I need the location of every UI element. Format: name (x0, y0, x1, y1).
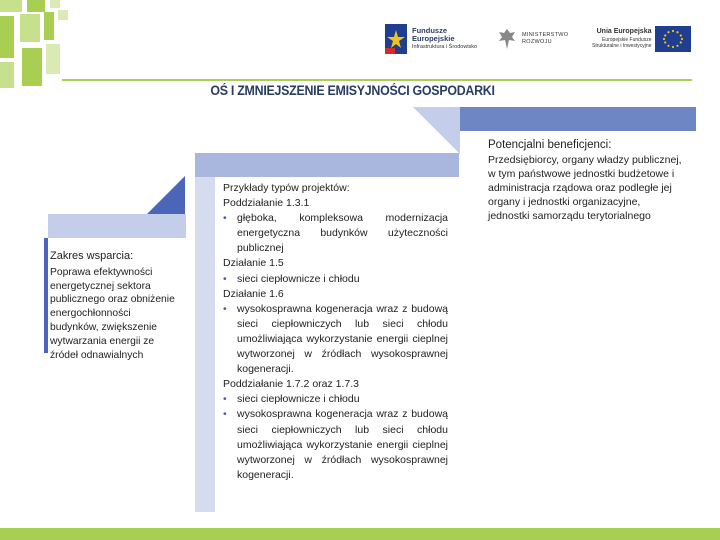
unia-europejska-logo (592, 22, 691, 56)
left-box-heading: Zakres wsparcia: (50, 250, 134, 262)
fe-star-icon (385, 24, 407, 54)
bullet-text: głęboka, kompleksowa modernizacja energetyczna budynków użyteczności publicznej (237, 212, 448, 255)
project-bullet (223, 407, 448, 482)
right-box-body: Przedsiębiorcy, organy władzy publicznej, w tym państwowe jednostki budżetowe i administracja rządowa oraz podległe jej organy i jednostki organizacyjne, jednostki samorządu terytorialnego (488, 154, 682, 222)
bullet-text: sieci ciepłownicze i chłodu (237, 272, 360, 285)
step-corner-3 (413, 107, 460, 154)
eagle-emblem-icon (497, 27, 517, 51)
project-bullet (223, 272, 448, 287)
section-title: Działanie 1.6 (223, 287, 284, 300)
bullet-text: sieci ciepłownicze i chłodu (237, 393, 360, 406)
footer-bar (0, 528, 720, 540)
page-title: OŚ I ZMNIEJSZENIE EMISYJNOŚCI GOSPODARKI (210, 83, 495, 98)
center-box (223, 181, 448, 483)
section-title: Poddziałanie 1.7.2 oraz 1.7.3 (223, 378, 360, 391)
ministry-line2: ROZWOJU (522, 39, 552, 45)
project-bullet (223, 302, 448, 377)
bullet-dot-icon: • (223, 212, 227, 225)
right-box-heading: Potencjalni beneficjenci: (488, 139, 612, 151)
bullet-text: wysokosprawna kogeneracja wraz z budową sieci ciepłowniczych lub sieci chłodu umożliwiająca wykorzystanie energii cieplnej wytworzonej w źródłach wysokosprawnej kogeneracji. (237, 408, 448, 481)
bullet-dot-icon: • (223, 393, 227, 406)
left-box (50, 250, 180, 362)
section-title: Działanie 1.5 (223, 257, 284, 270)
fe-program: Infrastruktura i Środowisko (412, 43, 478, 50)
center-box-heading: Przykłady typów projektów: (223, 182, 350, 194)
ministry-line1: MINISTERSTWO (522, 31, 569, 38)
step-panel-2 (195, 177, 215, 512)
fe-name: Fundusze Europejskie (412, 25, 455, 44)
step-bar-3 (460, 107, 696, 131)
step-bar-2 (195, 153, 459, 177)
bullet-text: wysokosprawna kogeneracja wraz z budową sieci ciepłowniczych lub sieci chłodu umożliwiająca wykorzystanie energii cieplnej wytworzonej w źródłach wysokosprawnej kogeneracji. (237, 302, 448, 376)
header-divider (62, 79, 692, 81)
left-box-body: Poprawa efektywności energetycznej sektora publicznego oraz obniżenie energochłonności budynków, zwiększenie wytwarzania energii ze źródeł odnawialnych (50, 266, 175, 361)
project-bullet (223, 211, 448, 256)
ue-name: Unia Europejska (596, 28, 652, 36)
project-bullet (223, 392, 448, 407)
fundusze-europejskie-logo (385, 22, 492, 56)
ue-line2: Strukturalne i Inwestycyjne (592, 43, 652, 50)
bullet-dot-icon: • (223, 408, 227, 421)
step-corner-1 (147, 176, 185, 214)
bullet-dot-icon: • (223, 272, 227, 285)
ue-line1: Europejskie Fundusze (602, 36, 652, 43)
project-sections (223, 196, 448, 483)
step-panel-1 (44, 238, 48, 353)
eu-flag-icon (655, 26, 691, 52)
section-title: Poddziałanie 1.3.1 (223, 197, 310, 210)
bullet-dot-icon: • (223, 302, 227, 315)
step-bar-1 (48, 214, 186, 238)
ministry-logo (497, 22, 568, 56)
